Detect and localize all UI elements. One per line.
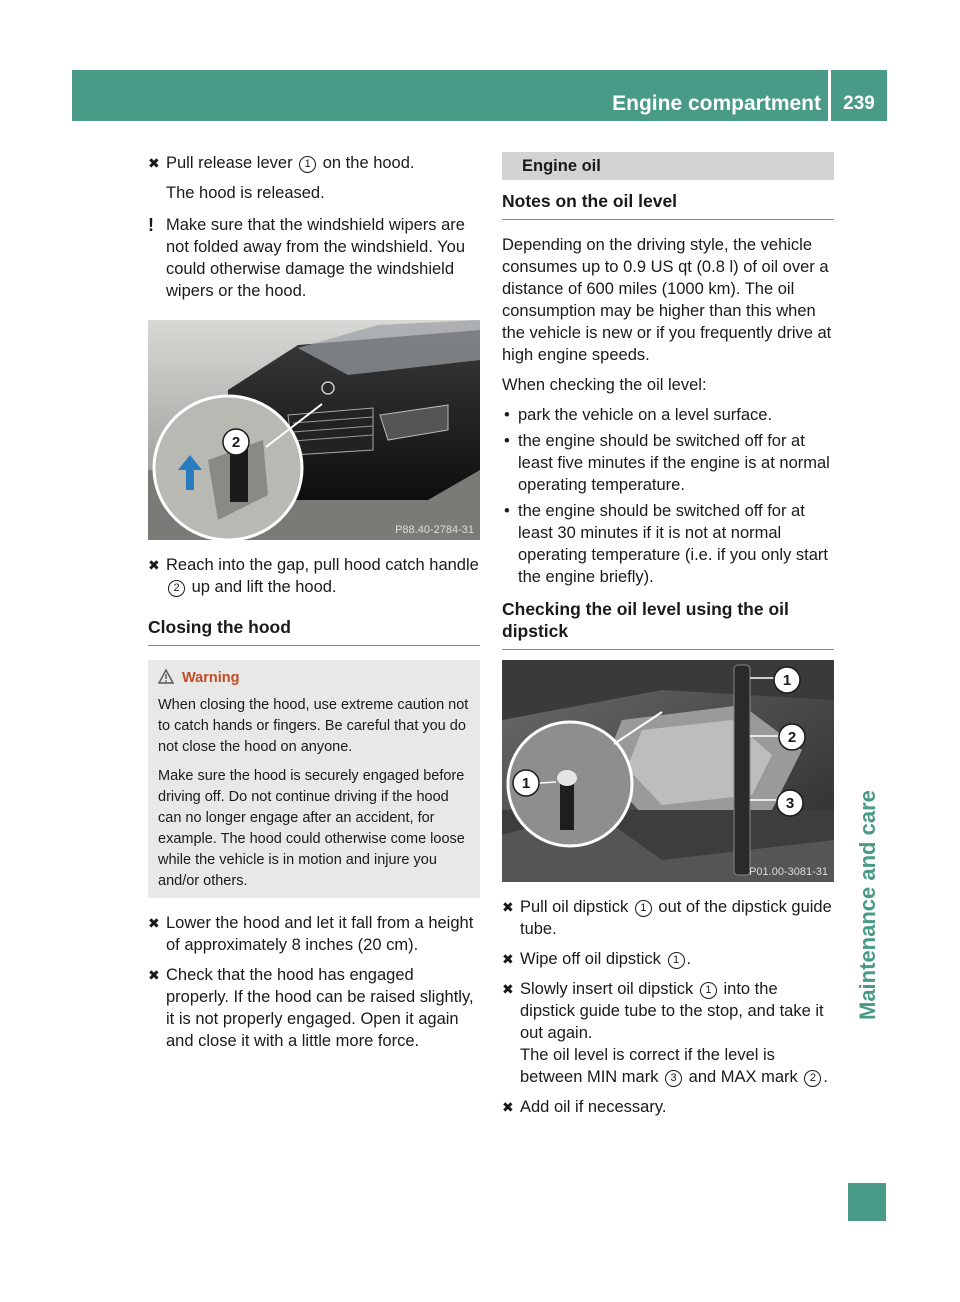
callout-2: 2 bbox=[787, 729, 797, 746]
step-pull-release-lever: ✖ Pull release lever 1 on the hood. bbox=[148, 154, 415, 172]
step-add-oil: ✖ Add oil if necessary. bbox=[502, 1098, 667, 1116]
right-column bbox=[502, 152, 834, 1118]
callout-number: 1 bbox=[299, 156, 316, 173]
photo-code: P88.40-2784-31 bbox=[395, 524, 474, 536]
dipstick-photo bbox=[502, 660, 834, 882]
step-check-hood: ✖ Check that the hood has engaged properly. If the hood can be raised slightly, it is not properly engaged. Open it again and close it with a little more force. bbox=[148, 966, 474, 1050]
callout-2: 2 bbox=[231, 434, 241, 451]
header-divider bbox=[828, 70, 831, 121]
list-item: • the engine should be switched off for at least five minutes if the engine is at normal operating temperature. bbox=[504, 432, 830, 494]
warning-paragraph: When closing the hood, use extreme caution not to catch hands or fingers. Be careful that you do not close the hood on anyone. bbox=[158, 697, 469, 755]
hood-release-photo bbox=[148, 320, 480, 540]
callout-1: 1 bbox=[521, 775, 531, 792]
callout-number: 2 bbox=[168, 580, 185, 597]
step-arrow-icon: ✖ bbox=[502, 981, 514, 997]
list-item: • the engine should be switched off for at least 30 minutes if it is not at normal operating temperature (i.e. if you only start the engine briefly). bbox=[504, 502, 828, 586]
warning-box bbox=[148, 660, 480, 898]
warning-title-row: Warning bbox=[158, 668, 470, 689]
side-tab-label: Maintenance and care bbox=[855, 790, 880, 1020]
bullet-list bbox=[502, 404, 834, 588]
closing-hood-heading: Closing the hood bbox=[148, 616, 480, 646]
callout-number: 1 bbox=[700, 982, 717, 999]
header-bar bbox=[72, 70, 887, 121]
step-arrow-icon: ✖ bbox=[148, 155, 160, 171]
step-lower-hood: ✖ Lower the hood and let it fall from a height of approximately 8 inches (20 cm). bbox=[148, 914, 474, 954]
step-wipe-dipstick: ✖ Wipe off oil dipstick 1 . bbox=[502, 950, 692, 968]
callout-number: 2 bbox=[804, 1070, 821, 1087]
step-pull-hood-catch: ✖ Reach into the gap, pull hood catch handle 2 up and lift the hood. bbox=[148, 556, 479, 596]
step-insert-dipstick: ✖ Slowly insert oil dipstick 1 into the dipstick guide tube to the stop, and take it out again. The oil level is correct if the level is between MIN mark 3 and MAX mark 2 . bbox=[502, 980, 828, 1086]
oil-consumption-paragraph: Depending on the driving style, the vehicle consumes up to 0.9 US qt (0.8 l) of oil over a distance of 600 miles (1000 km). The oil consumption may be higher than this when the vehicle is new or if you frequently drive at high engine speeds. bbox=[502, 236, 832, 364]
side-tab-block bbox=[848, 1183, 886, 1221]
step-arrow-icon: ✖ bbox=[148, 557, 160, 573]
list-item: • park the vehicle on a level surface. bbox=[504, 406, 773, 424]
engine-dipstick-illustration bbox=[502, 660, 834, 882]
callout-3: 3 bbox=[785, 795, 795, 812]
exclamation-icon: ! bbox=[148, 215, 154, 235]
callout-number: 1 bbox=[668, 952, 685, 969]
step-arrow-icon: ✖ bbox=[148, 915, 160, 931]
step-arrow-icon: ✖ bbox=[502, 899, 514, 915]
photo-code: P01.00-3081-31 bbox=[749, 866, 828, 878]
warning-triangle-icon bbox=[158, 669, 174, 684]
step-arrow-icon: ✖ bbox=[502, 1099, 514, 1115]
warning-paragraph: Make sure the hood is securely engaged before driving off. Do not continue driving if the hood can no longer engage after an accident, for example. The hood could otherwise come loose while the vehicle is in motion and injure you and/or others. bbox=[158, 768, 465, 889]
page-number: 239 bbox=[843, 93, 875, 114]
callout-number: 3 bbox=[665, 1070, 682, 1087]
section-title: Engine compartment bbox=[612, 92, 821, 115]
callout-1: 1 bbox=[782, 672, 792, 689]
step-arrow-icon: ✖ bbox=[148, 967, 160, 983]
engine-oil-heading: Engine oil bbox=[502, 152, 834, 180]
car-hood-illustration bbox=[148, 320, 480, 540]
checking-intro: When checking the oil level: bbox=[502, 376, 707, 394]
left-column bbox=[148, 152, 480, 1052]
step-arrow-icon: ✖ bbox=[502, 951, 514, 967]
notes-oil-level-heading: Notes on the oil level bbox=[502, 190, 834, 220]
step-pull-dipstick: ✖ Pull oil dipstick 1 out of the dipstick guide tube. bbox=[502, 898, 832, 938]
caution-note: ! Make sure that the windshield wipers are not folded away from the windshield. You could otherwise damage the windshield wipers or the hood. bbox=[148, 215, 466, 300]
dipstick-heading: Checking the oil level using the oil dipstick bbox=[502, 598, 834, 650]
step-result: The hood is released. bbox=[166, 184, 325, 202]
callout-number: 1 bbox=[635, 900, 652, 917]
